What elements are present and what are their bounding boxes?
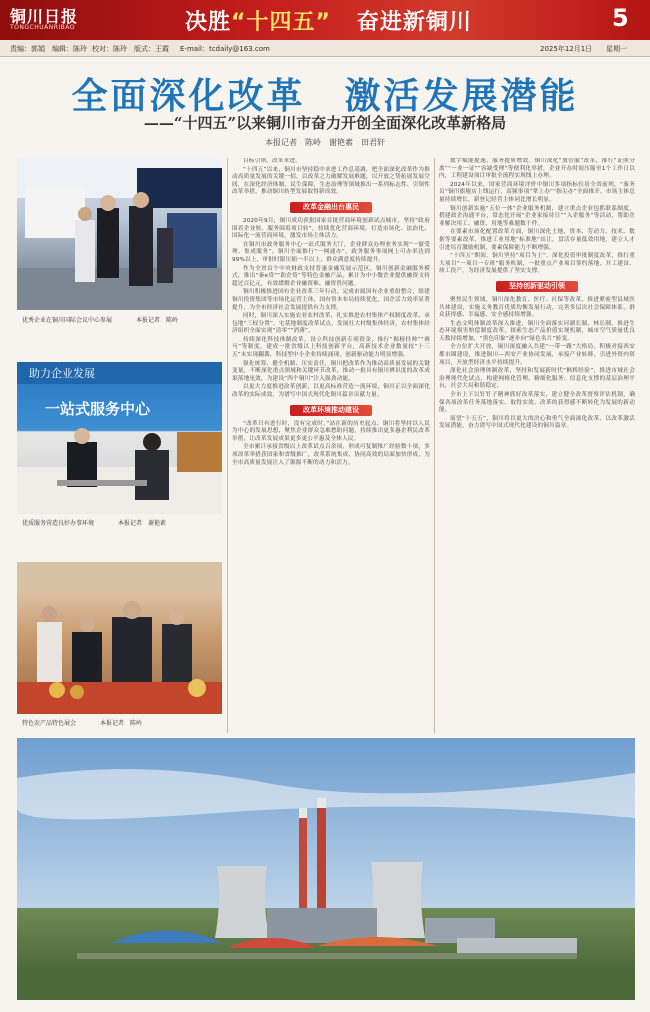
layout-label: 编辑：陈玲: [52, 45, 87, 53]
article-paragraph: 生态文明体制改革深入推进，铜川全面落实河湖长制、林长制，推进生态环境损害赔偿制度改革，探索生态产品价值实现机制，城市空气质量优良天数持续增加，“黑色印象”逐步向“绿色名片”转变。: [439, 320, 635, 342]
article-paragraph: 作为全省首个中央财政支持普惠金融发展示范区，铜川创新金融服务模式，推出“秦e贷”“助企贷”等特色金融产品，累计为中小微企业提供融资支持超过百亿元，有效缓解企业融资难、融资贵问题。: [232, 265, 430, 287]
article-paragraph: 聚焦民生领域，铜川深化教育、医疗、社保等改革，推进紧密型县域医共体建设，实施义务教育优质均衡发展行动，完善多层次社会保障体系，群众获得感、幸福感、安全感持续增强。: [439, 296, 635, 319]
caption-author: 本报记者 谢艳素: [118, 520, 167, 527]
slogan-part-c: 奋进新铜川: [356, 10, 472, 35]
design-label: 版式：王霞: [134, 45, 169, 53]
slogan-part-b: “十四五”: [231, 10, 331, 35]
byline: 本报记者 陈岭 谢艳素 田君轩: [265, 138, 385, 147]
editor-label: 责编：郭娟: [10, 45, 45, 53]
caption-author: 本报记者 陈岭: [136, 317, 179, 324]
article-paragraph: 铜川创新实施“五位一体”企业服务机制，建立重点企业包抓联系制度，搭建政企沟通平台，常态化开展“企业家接待日”“入企服务”等活动，帮助企业解决用工、融资、用地等难题数千件。: [439, 205, 635, 227]
article-paragraph: 同时，铜川深入实施农业农村改革，扎实推进农村集体产权制度改革、承包地“三权分置”、宅基地制度改革试点，发展壮大村级集体经济，农村集体经济组织全面实现“清零”“消薄”。: [232, 313, 430, 335]
article-paragraph: 持续深化科技体制改革，设立科技创新专项资金，推行“揭榜挂帅”“赛马”等制度，建成一批省级以上科技创新平台，高新技术企业数量较“十三五”末实现翻番，科技型中小企业持续涌现，创新驱动能力明显增强。: [232, 336, 430, 359]
caption-service: [22, 518, 166, 527]
section-heading-finance: 改革金融出台惠民: [290, 202, 372, 213]
article-paragraph: “十四五”以来，铜川市坚持稳中求进工作总基调，把全面深化改革作为推动高质量发展的关键一招，以改革之力破解发展难题，以开放之势拓展发展空间，在深化经济体制、民生保障、生态治理等领域推出一系列标志性、引领性改革举措，推动铜川转型发展取得新成效。: [232, 166, 430, 196]
page-number: 5: [612, 4, 629, 32]
article-column-middle: [232, 158, 430, 733]
slogan-part-a: 决胜: [185, 10, 232, 35]
masthead-title: 铜川日报: [10, 7, 79, 26]
article-paragraph: “改革只有进行时，没有完成时。”站在新的历史起点，铜川将坚持以人民为中心的发展思想，聚焦企业群众急难愁盼问题，持续推出更多惠企利民改革举措，让改革发展成果更多更公平惠及全体人民。: [232, 420, 430, 442]
exhibition-scene: [17, 158, 222, 310]
caption-text: 优秀企业在铜川国际会议中心参展: [22, 317, 113, 324]
sub-headline: ——“十四五”以来铜川市奋力开创全面深化改革新格局: [143, 114, 507, 132]
service-scene: [17, 362, 222, 514]
proof-label: 校对：陈玲: [92, 45, 127, 53]
photo-exhibition: [17, 158, 222, 310]
section-heading-innovation: 坚持创新驱动引领: [496, 281, 578, 292]
service-sign: 助力企业发展: [29, 367, 95, 380]
column-divider-left: [227, 158, 228, 733]
caption-exhibition: [22, 315, 178, 324]
article-paragraph: 在要素市场化配置改革方面，铜川深化土地、资本、劳动力、技术、数据等要素改革，推进工业用地“标准地”出让，盘活存量低效用地，建立人才引进培育激励机制，要素保障能力不断增强。: [439, 229, 635, 251]
article-paragraph: 铜川积极推进国有企业改革三年行动，完成市属国有企业重组整合，组建铜川投资集团等市场化运营主体，国有资本布局持续优化，国企活力效率显著提升，为全市经济社会发展提供有力支撑。: [232, 289, 430, 311]
article-paragraph: 展望“十五五”，铜川将以更大的决心和勇气全面深化改革，以改革激活发展潜能，奋力谱写中国式现代化建设的铜川篇章。: [439, 415, 635, 430]
photo-agri-fair: [17, 562, 222, 714]
article-paragraph: 全市上下以钉钉子精神抓好改革落实，建立健全改革督察评估机制，确保各项改革任务落地落实、取得实效，改革的获得感不断转化为发展的新动能。: [439, 392, 635, 414]
article-paragraph: 目标引领，改革求进。: [243, 158, 301, 164]
photo-power-plant-panorama: [17, 738, 635, 1000]
article-paragraph: 全市累计承接省级以上改革试点百余项，形成可复制推广经验数十项，多项改革举措获国家和省级推广，改革系统集成、协同高效的局面加快形成，为全市高质量发展注入了源源不断的动力和活力。: [232, 444, 430, 466]
page-slogan: [185, 5, 472, 36]
agri-scene: [17, 562, 222, 714]
info-bar: [0, 40, 650, 57]
article-paragraph: 数字赋能提速，服务提质增效。铜川深化“放管服”改革，推行“证照分离”“一业一证”“容缺受理”等便利化举措，企业开办时间压缩至1个工作日以内，工程建设项目审批全流程实现线上办理。: [439, 158, 635, 180]
caption-text: 优质服务营造良好办事环境: [22, 520, 95, 527]
column-divider-right: [434, 158, 435, 733]
article-paragraph: 2020年9月，铜川成功获批国家首批营商环境创新试点城市，坚持“政府围着企业转、服务围着项目转”，持续优化营商环境，打造市场化、法治化、国际化一流营商环境，激发市场主体活力。: [232, 217, 430, 240]
service-sign-2: 一站式服务中心: [45, 400, 151, 418]
section-heading-environment: 改革环境推动建设: [290, 405, 372, 416]
caption-text: 特色农产品特色展会: [22, 720, 77, 727]
article-paragraph: 深化社会治理体制改革，坚持和发展新时代“枫桥经验”，推进市域社会治理现代化试点，构建网格化管理、精细化服务、信息化支撑的基层治理平台，社会大局和谐稳定。: [439, 368, 635, 390]
article-paragraph: 全方位扩大开放，铜川深度融入共建“一带一路”大格局，积极对接西安都市圈建设，推进铜川—西安产业协同发展，承接产业转移，引进外资内资项目，开放型经济水平持续提升。: [439, 344, 635, 366]
main-headline: 全面深化改革 激活发展潜能: [71, 76, 579, 117]
masthead-english: TONGCHUANRIBAO: [10, 24, 75, 31]
power-plant-scene: [17, 738, 635, 1000]
email-label: E-mail：tcdaily@163.com: [180, 45, 270, 53]
article-paragraph: 在铜川市政务服务中心一站式服务大厅，企业群众办理业务实现“一窗受理、集成服务”。铜川全面推行“一网通办”，政务服务事项网上可办率达到99%以上，审批时限压缩一半以上，群众满意度持续提升。: [232, 241, 430, 263]
date-label: 2025年12月1日: [540, 45, 593, 53]
caption-agri: [22, 718, 142, 727]
article-column-right: [439, 158, 635, 733]
caption-author: 本报记者 陈岭: [100, 720, 143, 727]
article-paragraph: 以更大力度推进改革创新，以更高标准营造一流环境，铜川正以全面深化改革的实际成效，为谱写中国式现代化铜川篇章贡献力量。: [232, 384, 430, 399]
photo-service-center: [17, 362, 222, 514]
weekday-label: 星期一: [606, 45, 627, 53]
article-paragraph: “十四五”期间，铜川坚持“项目为王”，深化投资审批制度改革，推行重大项目“一项目一专班”服务机制，一批重点产业项目签约落地、开工建设、竣工投产，为经济发展提供了坚实支撑。: [439, 253, 635, 275]
article-paragraph: 2024年以来，国家营商环境评价中铜川多项指标位居全省前列，“秦务员”铜川旗舰店上线运行，高频事项“掌上办”“指尖办”全面推开，市场主体总量持续增长，新登记经营主体同比增长明显。: [439, 181, 635, 203]
article-paragraph: 强化统筹、健全机制、压实责任，铜川把改革作为推动高质量发展的关键变量，不断深化重点领域和关键环节改革，推动一批具有铜川辨识度的改革成果落地见效，为建设“四个铜川”注入强劲动能。: [232, 360, 430, 382]
